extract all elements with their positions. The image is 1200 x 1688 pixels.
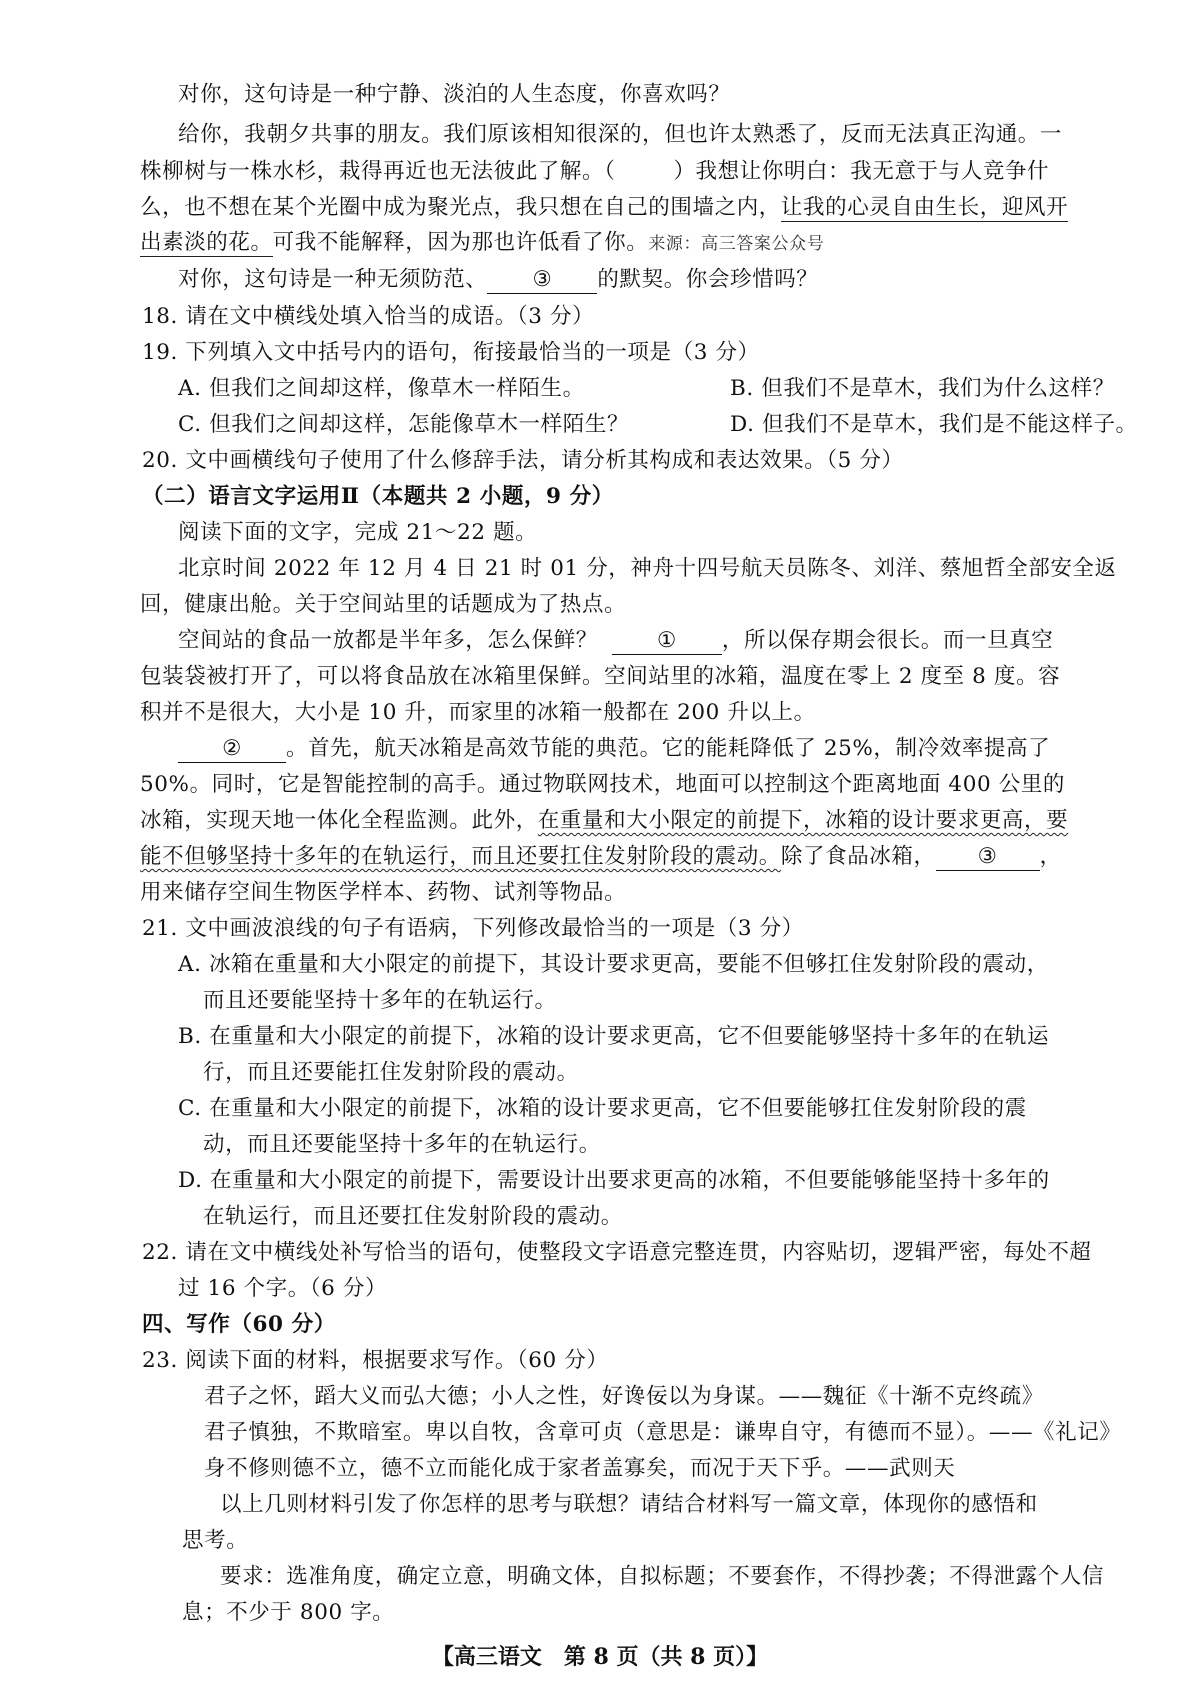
blank-3-poem: ③: [487, 267, 597, 294]
poem-para-1: 对你，这句诗是一种宁静、淡泊的人生态度，你喜欢吗？: [178, 82, 731, 107]
material-2: 君子慎独，不欺暗室。卑以自牧，含章可贞（意思是：谦卑自守，有德而不显）。——《礼记》: [204, 1420, 1122, 1445]
passage-para-3-line-2: 50%。同时，它是智能控制的高手。通过物联网技术，地面可以控制这个距离地面 400 公里的: [140, 772, 1065, 797]
option-21-d-line-2: 在轨运行，而且还要扛住发射阶段的震动。: [203, 1204, 623, 1229]
section-2-heading: （二）语言文字运用Ⅱ（本题共 2 小题，9 分）: [142, 484, 614, 509]
material-1: 君子之怀，蹈大义而弘大德；小人之性，好谗佞以为身谋。——魏征《十渐不克终疏》: [204, 1384, 1044, 1409]
wavy-underlined-sentence: 在重量和大小限定的前提下，冰箱的设计要求更高，要: [537, 808, 1069, 833]
question-22-line-1: 22. 请在文中横线处补写恰当的语句，使整段文字语意完整连贯，内容贴切，逻辑严密，每处不超: [142, 1240, 1092, 1265]
question-22-line-2: 过 16 个字。（6 分）: [178, 1276, 388, 1301]
blank-1: ①: [612, 628, 722, 655]
poem-para-2-line-4: 出素淡的花。可我不能解释，因为那也许低看了你。来源：高三答案公众号: [140, 230, 825, 255]
requirement-line-1: 要求：选准角度，确定立意，明确文体，自拟标题；不要套作，不得抄袭；不得泄露个人信: [220, 1564, 1105, 1589]
passage-para-3-line-5: 用来储存空间生物医学样本、药物、试剂等物品。: [140, 880, 627, 905]
blank-2: ②: [178, 736, 286, 763]
option-21-d-line-1: D. 在重量和大小限定的前提下，需要设计出要求更高的冰箱，不但要能够能坚持十多年的: [178, 1168, 1050, 1193]
passage-para-2-line-2: 包装袋被打开了，可以将食品放在冰箱里保鲜。空间站里的冰箱，温度在零上 2 度至 8 度。容: [140, 664, 1061, 689]
option-19-a: A. 但我们之间却这样，像草木一样陌生。: [178, 376, 585, 401]
passage-para-3-line-3: 冰箱，实现天地一体化全程监测。此外，在重量和大小限定的前提下，冰箱的设计要求更高，要: [140, 808, 1069, 833]
poem-para-2-line-1: 给你，我朝夕共事的朋友。我们原该相知很深的，但也许太熟悉了，反而无法真正沟通。一: [178, 122, 1063, 147]
option-21-a-line-2: 而且还要能坚持十多年的在轨运行。: [203, 988, 557, 1013]
question-18: 18. 请在文中横线处填入恰当的成语。（3 分）: [142, 304, 595, 329]
wavy-underlined-sentence-end: 能不但够坚持十多年的在轨运行，而且还要扛住发射阶段的震动。: [140, 844, 781, 869]
passage-para-2-line-3: 积并不是很大，大小是 10 升，而家里的冰箱一般都在 200 升以上。: [140, 700, 816, 725]
task-line-1: 以上几则材料引发了你怎样的思考与联想？请结合材料写一篇文章，体现你的感悟和: [220, 1492, 1038, 1517]
passage-para-1-line-1: 北京时间 2022 年 12 月 4 日 21 时 01 分，神舟十四号航天员陈冬、刘洋、蔡旭哲全部安全返: [178, 556, 1117, 581]
question-19-stem: 19. 下列填入文中括号内的语句，衔接最恰当的一项是（3 分）: [142, 340, 760, 365]
option-21-b-line-1: B. 在重量和大小限定的前提下，冰箱的设计要求更高，它不但要能够坚持十多年的在轨运: [178, 1024, 1050, 1049]
passage-para-3-line-4: 能不但够坚持十多年的在轨运行，而且还要扛住发射阶段的震动。除了食品冰箱， ③ ，: [140, 844, 1062, 869]
task-line-2: 思考。: [182, 1528, 249, 1553]
option-21-a-line-1: A. 冰箱在重量和大小限定的前提下，其设计要求更高，要能不但够扛住发射阶段的震动，: [178, 952, 1049, 977]
option-19-d: D. 但我们不是草木，我们是不能这样子。: [730, 412, 1138, 437]
passage-para-3-line-1: ② 。首先，航天冰箱是高效节能的典范。它的能耗降低了 25%，制冷效率提高了: [178, 734, 1050, 764]
question-23-stem: 23. 阅读下面的材料，根据要求写作。（60 分）: [142, 1348, 609, 1373]
question-20: 20. 文中画横线句子使用了什么修辞手法，请分析其构成和表达效果。（5 分）: [142, 448, 904, 473]
question-21-stem: 21. 文中画波浪线的句子有语病，下列修改最恰当的一项是（3 分）: [142, 916, 804, 941]
option-19-c: C. 但我们之间却这样，怎能像草木一样陌生？: [178, 412, 630, 437]
underlined-sentence: 让我的心灵自由生长，迎风开: [780, 195, 1069, 220]
source-watermark: 来源：高三答案公众号: [648, 234, 825, 254]
poem-para-2-line-2: 株柳树与一株水杉，栽得再近也无法彼此了解。（ ）我想让你明白：我无意于与人竞争什: [140, 159, 1050, 184]
underlined-sentence-end: 出素淡的花。: [140, 230, 273, 255]
section-2-intro: 阅读下面的文字，完成 21～22 题。: [178, 520, 538, 545]
material-3: 身不修则德不立，德不立而能化成于家者盖寡矣，而况于天下乎。——武则天: [204, 1456, 956, 1481]
poem-para-3: 对你，这句诗是一种无须防范、 ③ 的默契。你会珍惜吗？: [178, 267, 819, 292]
passage-para-2-line-1: 空间站的食品一放都是半年多，怎么保鲜？ ① ，所以保存期会很长。而一旦真空: [178, 628, 1054, 653]
option-19-b: B. 但我们不是草木，我们为什么这样？: [730, 376, 1115, 401]
requirement-line-2: 息；不少于 800 字。: [182, 1600, 395, 1625]
option-21-b-line-2: 行，而且还要能扛住发射阶段的震动。: [203, 1060, 579, 1085]
page-footer: 【高三语文 第 8 页（共 8 页）】: [431, 1644, 769, 1670]
section-4-heading: 四、写作（60 分）: [142, 1312, 336, 1337]
blank-3: ③: [936, 844, 1040, 871]
option-21-c-line-1: C. 在重量和大小限定的前提下，冰箱的设计要求更高，它不但要能够扛住发射阶段的震: [178, 1096, 1027, 1121]
poem-para-2-line-3: 么，也不想在某个光圈中成为聚光点，我只想在自己的围墙之内，让我的心灵自由生长，迎风开: [140, 195, 1069, 220]
passage-para-1-line-2: 回，健康出舱。关于空间站里的话题成为了热点。: [140, 592, 627, 617]
option-21-c-line-2: 动，而且还要能坚持十多年的在轨运行。: [203, 1132, 601, 1157]
